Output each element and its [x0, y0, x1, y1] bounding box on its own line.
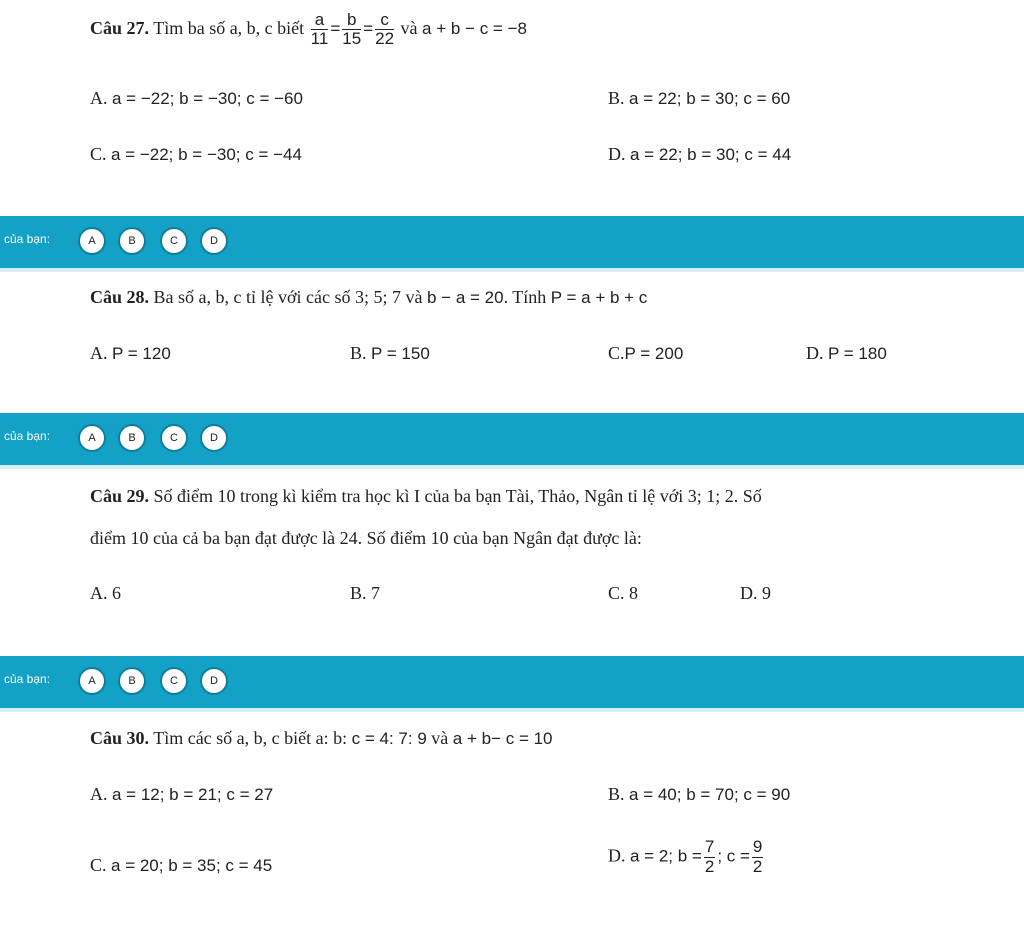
q28-option-a: A. P = 120 — [90, 343, 171, 363]
q27-option-b: B. a = 22; b = 30; c = 60 — [608, 88, 791, 108]
answer-bar-label: của bạn: — [4, 429, 51, 443]
answer-bar-label: của bạn: — [4, 232, 51, 246]
q30-option-a: A. a = 12; b = 21; c = 27 — [90, 784, 274, 804]
fraction-9-2: $\frac{9}{2}$ — [752, 837, 763, 876]
question-27: Câu 27. Tìm ba số a, b, c biết $\frac{a}{11}$ = $\frac{b}{15}$ = $\frac{c}{22}$ và a + b − c = −8 — [90, 9, 527, 49]
q30-option-b: B. a = 40; b = 70; c = 90 — [608, 784, 791, 804]
answer-choice-a[interactable]: A — [78, 667, 106, 695]
q30-option-d: D. a = 2; b = $\frac{7}{2}$ ; c = $\frac{9}{2}$ — [608, 837, 763, 876]
answer-choice-c[interactable]: C — [160, 424, 188, 452]
answer-choice-a[interactable]: A — [78, 227, 106, 255]
fraction-a-11: $\frac{a}{11}$ — [310, 9, 329, 49]
answer-bar-label: của bạn: — [4, 672, 51, 686]
q28-option-c: C.P = 200 — [608, 343, 684, 363]
question-28-label: Câu 28. — [90, 287, 150, 307]
q27-option-c: C. a = −22; b = −30; c = −44 — [90, 144, 302, 164]
answer-bar-q28 — [0, 413, 1024, 465]
question-29: Câu 29. Số điểm 10 trong kì kiểm tra học kì I của ba bạn Tài, Thảo, Ngân tỉ lệ với 3; 1; 2. Số — [90, 486, 762, 506]
q29-option-c: C. 8 — [608, 583, 639, 603]
fraction-7-2: $\frac{7}{2}$ — [704, 837, 715, 876]
q30-option-c: C. a = 20; b = 35; c = 45 — [90, 855, 273, 875]
answer-bar-q29 — [0, 656, 1024, 708]
q27-option-a: A. a = −22; b = −30; c = −60 — [90, 88, 303, 108]
q27-option-d: D. a = 22; b = 30; c = 44 — [608, 144, 792, 164]
answer-choice-c[interactable]: C — [160, 667, 188, 695]
q29-option-b: B. 7 — [350, 583, 381, 603]
q29-option-d: D. 9 — [740, 583, 771, 603]
question-27-prefix: Tìm ba số a, b, c biết — [153, 18, 305, 38]
answer-choice-d[interactable]: D — [200, 227, 228, 255]
answer-choice-b[interactable]: B — [118, 424, 146, 452]
q29-option-a: A. 6 — [90, 583, 121, 603]
question-29-label: Câu 29. — [90, 486, 150, 506]
question-27-suffix-math: a + b − c = −8 — [422, 19, 527, 38]
question-29-line-2: điểm 10 của cả ba bạn đạt được là 24. Số điểm 10 của bạn Ngân đạt được là: — [90, 528, 642, 548]
answer-choice-c[interactable]: C — [160, 227, 188, 255]
answer-bar-q27 — [0, 216, 1024, 268]
answer-choice-d[interactable]: D — [200, 424, 228, 452]
question-28: Câu 28. Ba số a, b, c tỉ lệ với các số 3; 5; 7 và b − a = 20. Tính P = a + b + c — [90, 287, 648, 307]
q28-option-d: D. P = 180 — [806, 343, 887, 363]
question-30-label: Câu 30. — [90, 728, 150, 748]
answer-choice-b[interactable]: B — [118, 667, 146, 695]
question-27-label: Câu 27. — [90, 18, 150, 38]
question-30: Câu 30. Tìm các số a, b, c biết a: b: c = 4: 7: 9 và a + b− c = 10 — [90, 728, 553, 748]
fraction-b-15: $\frac{b}{15}$ — [342, 9, 362, 49]
fraction-c-22: $\frac{c}{22}$ — [375, 9, 395, 49]
answer-choice-b[interactable]: B — [118, 227, 146, 255]
question-27-suffix-text: và — [400, 18, 418, 38]
q28-option-b: B. P = 150 — [350, 343, 430, 363]
answer-choice-d[interactable]: D — [200, 667, 228, 695]
answer-choice-a[interactable]: A — [78, 424, 106, 452]
